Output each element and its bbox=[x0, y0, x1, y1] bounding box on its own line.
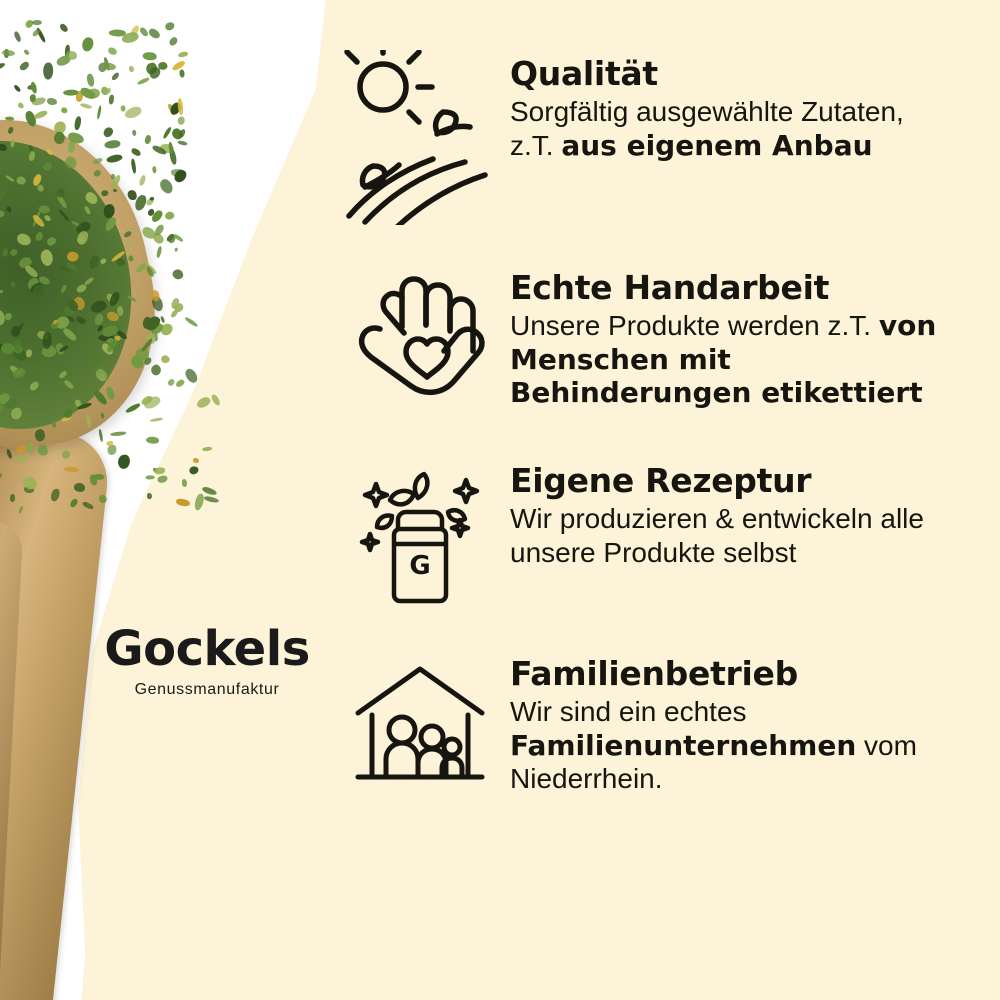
feature-title: Familienbetrieb bbox=[510, 654, 798, 693]
feature-item-rezeptur bbox=[330, 449, 990, 624]
feature-description: Sorgfältig ausgewählte Zutaten, z.T. aus eigenem Anbau bbox=[510, 95, 904, 162]
hand-with-heart-icon bbox=[330, 256, 510, 431]
spice-jar-sparkles-icon bbox=[330, 449, 510, 624]
feature-item-familienbetrieb bbox=[330, 642, 990, 817]
feature-text-familienbetrieb bbox=[510, 642, 990, 796]
jar-letter: G bbox=[409, 551, 431, 581]
feature-item-qualitaet bbox=[330, 42, 990, 232]
feature-description: Wir sind ein echtes Familienunternehmen vom Niederrhein. bbox=[510, 695, 917, 795]
feature-text-rezeptur bbox=[510, 449, 990, 569]
feature-description: Wir produzieren & entwickeln alle unsere Produkte selbst bbox=[510, 502, 924, 568]
feature-description: Unsere Produkte werden z.T. von Menschen mit Behinderungen etikettiert bbox=[510, 308, 937, 410]
feature-text-handarbeit bbox=[510, 256, 990, 410]
brand-logo bbox=[82, 621, 332, 699]
brand-subtitle: Genussmanufaktur bbox=[134, 681, 280, 698]
feature-text-qualitaet bbox=[510, 42, 990, 162]
feature-title: Eigene Rezeptur bbox=[510, 461, 812, 500]
family-house-icon bbox=[330, 642, 510, 817]
dried-herb-scatter bbox=[0, 0, 330, 540]
feature-list bbox=[330, 42, 990, 841]
feature-title: Qualität bbox=[510, 54, 658, 93]
feature-title: Echte Handarbeit bbox=[510, 268, 830, 307]
brand-name: Gockels bbox=[104, 621, 310, 677]
feature-item-handarbeit bbox=[330, 256, 990, 431]
product-photo-panel bbox=[0, 0, 330, 1000]
sun-over-field-icon bbox=[330, 42, 510, 232]
